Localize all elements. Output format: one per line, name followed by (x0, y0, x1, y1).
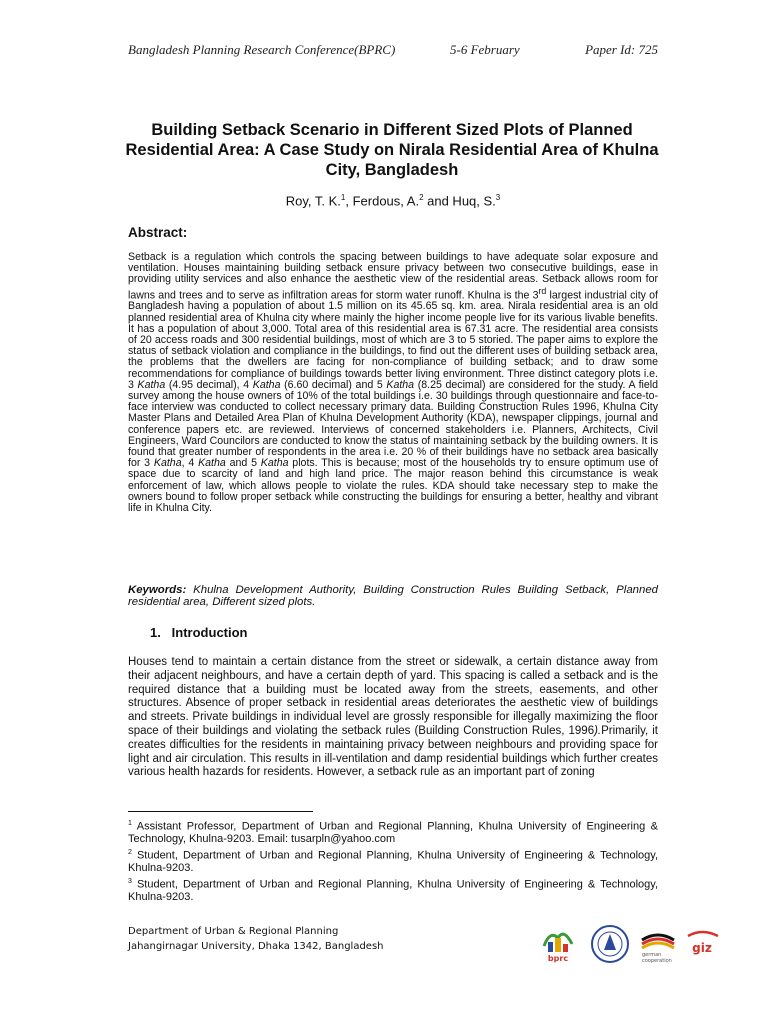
footnotes (128, 818, 658, 905)
abstract-heading: Abstract: (128, 225, 188, 240)
conference-name: Bangladesh Planning Research Conference(BPRC) (128, 42, 396, 57)
footnote-text: Assistant Professor, Department of Urban and Regional Planning, Khulna University of Engineering & Technology, Khulna-9203. Email: tusarpln@yahoo.com (128, 820, 658, 846)
author-huq: and Huq, S. (423, 193, 496, 209)
flag-stripe-gold-icon (642, 943, 674, 948)
footer-university: Jahangirnagar University, Dhaka 1342, Bangladesh (128, 941, 384, 952)
footnote-divider (128, 811, 313, 812)
bprc-building-icon (555, 938, 561, 952)
author-ferdous: , Ferdous, A. (345, 193, 420, 209)
abstract-term: Katha (260, 457, 289, 470)
author-huq-affiliation: 3 (495, 193, 501, 202)
paper-title: Building Setback Scenario in Different Sized Plots of Planned Residential Area: A Case Study on Nirala Residential Area of Khulna City, Bangladesh (125, 121, 659, 179)
abstract-text: and 5 (225, 457, 261, 470)
footnote-number: 2 (128, 848, 132, 856)
footnote-text: Student, Department of Urban and Regional Planning, Khulna University of Engineering & Technology, Khulna-9203. (128, 878, 658, 903)
introduction-text: ). (594, 724, 602, 737)
abstract-term: Katha (386, 378, 415, 391)
abstract-body (128, 252, 658, 514)
footnote-number: 3 (128, 877, 132, 885)
abstract-text: largest industrial city of Bangladesh having a population of about 1.5 million on its 45.65 sq. km. area. Nirala residential area is an old planned residential area of Khulna city where mainly the higher income people live for its various livable benefits. It has a population of about 3,000. Total area of this residential area is 67.31 acre. The residential area consists of 20 access roads and 300 residential buildings, most of which are 3 to 5 storied. The paper aims to explore the status of setback violation and compliance in the buildings, to find out the different uses of building setback area, the problems that the dwellers are facing for non-compliance of building setback; and to draw some recommendations for compliance of buildings towards better living environment. Three distinct category plots i.e. 3 (128, 289, 658, 391)
giz-logo-text: giz (692, 941, 712, 955)
keywords-text: Khulna Development Authority, Building Construction Rules Building Setback, Planned residential area, Different sized plots. (128, 584, 658, 609)
introduction-text: Primarily, it creates difficulties for the residents in maintaining privacy between neighbours and providing space for light and air circulation. This results in ill-ventilation and damp residential buildings which further creates various health hazards for residents. However, a setback rule as an important part of zoning (128, 724, 658, 779)
footnote (128, 818, 658, 846)
author-list (128, 193, 658, 208)
footnote-text: Student, Department of Urban and Regional Planning, Khulna University of Engineering & Technology, Khulna-9203. (128, 849, 658, 875)
bprc-logo-text: bprc (547, 954, 569, 963)
bprc-logo (540, 924, 576, 966)
footnote-number: 1 (128, 820, 132, 827)
abstract-term: Katha (252, 378, 281, 391)
bprc-building-icon (563, 944, 568, 952)
author-ferdous-affiliation: 2 (419, 193, 424, 202)
footnote (128, 847, 658, 875)
footer-affiliation (128, 924, 458, 954)
footer-department: Department of Urban & Regional Planning (128, 926, 339, 937)
sponsor-logos (540, 924, 730, 968)
abstract-text: Setback is a regulation which controls the spacing between buildings to have adequate solar exposure and ventilation. Houses maintaining building setback ensure privacy between two consecutive buildings, ease in providing utility services and also enhance the aesthetic view of the residential areas. Setback allows room for lawns and trees and to serve as infiltration areas for storm water runoff. Khulna is the 3 (128, 251, 658, 302)
keywords-label: Keywords: (128, 584, 187, 596)
giz-swoosh-icon (688, 932, 718, 936)
keywords (128, 584, 658, 609)
footnote (128, 876, 658, 904)
abstract-text: plots. This is because; most of the households try to ensure optimum use of space due to scarcity of land and high land price. The major reason behind this circumstance is weak enforcement of law, which allows people to violate the rules. KDA should take necessary step to make the owners bound to follow proper setback while constructing the buildings for ensuring a better, healthy and vibrant life in Khulna City. (128, 457, 658, 514)
abstract-superscript: rd (538, 285, 547, 296)
introduction-text: Houses tend to maintain a certain distance from the street or sidewalk, a certain distance away from their adjacent neighbours, and have a certain depth of yard. This spacing is called a setback and is the required distance that a building must be located away from the streets, easements, and other structures. Absence of proper setback in residential areas deteriorates the aesthetic view of buildings and streets. Private buildings in individual level are grossly responsible for illegally maximizing the floor space of their buildings and violating the setback rules (Building Construction Rules, 1996 (128, 656, 658, 737)
cooperation-caption: cooperation (642, 958, 672, 964)
giz-logo (682, 924, 722, 964)
bprc-building-icon (548, 942, 553, 952)
section-heading-introduction: 1. Introduction (150, 625, 248, 640)
abstract-text: (6.60 decimal) and 5 (280, 378, 387, 391)
conference-dates: 5-6 February (450, 42, 520, 57)
author-roy: Roy, T. K. (285, 193, 341, 209)
abstract-text: , 4 (181, 457, 199, 470)
abstract-term: Katha (198, 457, 226, 470)
abstract-text: (4.95 decimal), 4 (165, 378, 253, 391)
university-seal-logo (590, 924, 630, 964)
abstract-text: (8.25 decimal) are considered for the study. A field survey among the house owners of 10% of the total buildings i.e. 30 buildings through questionnaire and face-to-face interview was conducted to collect necessary primary data. Building Construction Rules 1996, Khulna City Master Plans and Detailed Area Plan of Khulna Development Authority (KDA), newspaper clippings, journal and conference papers etc. are reviewed. Interviews of concerned stakeholders i.e. Planners, Architects, Civil Engineers, Ward Councilors are conducted to know the status of maintaining setback by the building owners. It is found that greater number of respondents in the area i.e. 20 % of their buildings have no setback area basically for 3 (128, 378, 658, 470)
german-caption: german (642, 952, 662, 958)
paper-id: Paper Id: 725 (585, 42, 658, 57)
abstract-term: Katha (137, 378, 166, 391)
german-cooperation-logo (638, 924, 678, 964)
abstract-term: Katha (153, 457, 182, 470)
introduction-body (128, 656, 658, 780)
author-roy-affiliation: 1 (340, 193, 346, 202)
